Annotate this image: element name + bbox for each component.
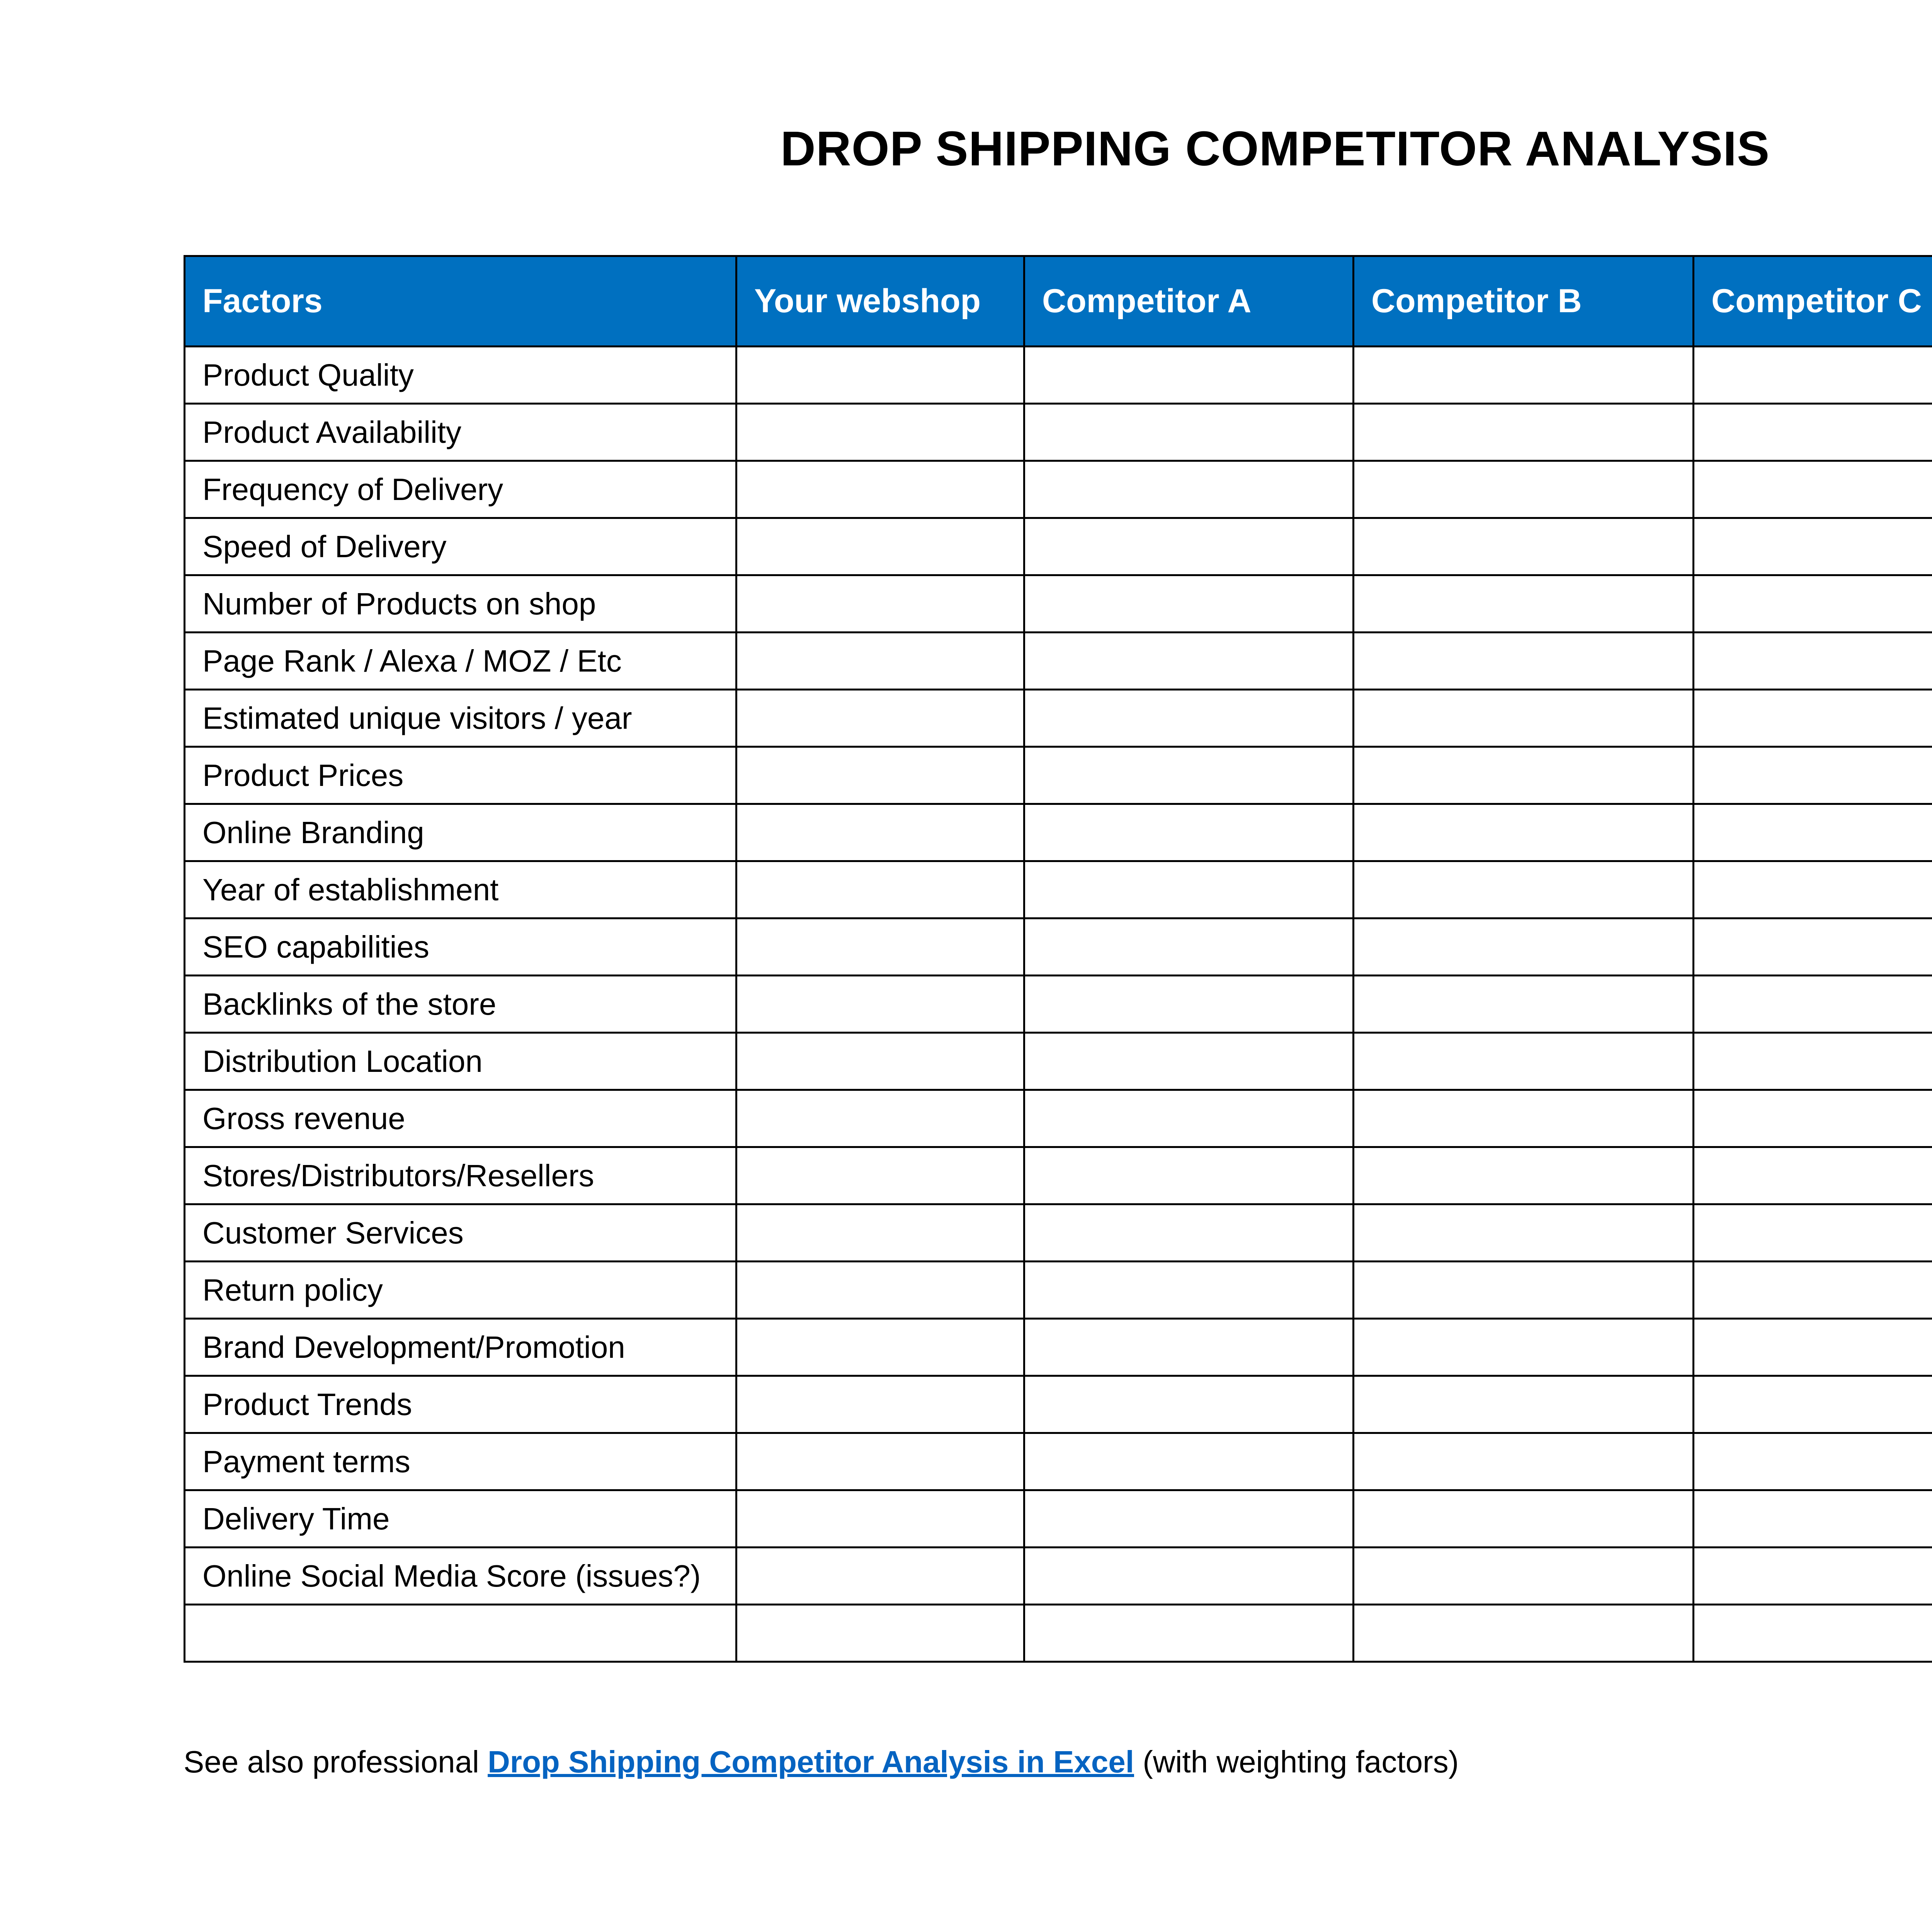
footer-prefix: See also professional	[184, 1745, 488, 1779]
table-row	[185, 1262, 1932, 1319]
factor-label: Gross revenue	[185, 1090, 736, 1147]
entry-cell[interactable]	[1694, 633, 1932, 690]
entry-cell[interactable]	[1694, 690, 1932, 747]
table-row	[185, 1319, 1932, 1376]
entry-cell[interactable]	[1694, 976, 1932, 1033]
factor-label: Payment terms	[185, 1433, 736, 1490]
table-row	[185, 976, 1932, 1033]
table-row	[185, 1490, 1932, 1548]
entry-cell[interactable]	[1024, 918, 1354, 976]
entry-cell[interactable]	[1694, 1376, 1932, 1433]
table-row	[185, 747, 1932, 804]
factor-label: Number of Products on shop	[185, 575, 736, 633]
entry-cell[interactable]	[1024, 1262, 1354, 1319]
factor-label: Delivery Time	[185, 1490, 736, 1548]
factor-label: Frequency of Delivery	[185, 461, 736, 518]
factor-label: Online Branding	[185, 804, 736, 861]
footer-suffix: (with weighting factors)	[1134, 1745, 1459, 1779]
entry-cell[interactable]	[1024, 747, 1354, 804]
factor-label: Page Rank / Alexa / MOZ / Etc	[185, 633, 736, 690]
entry-cell[interactable]	[736, 1376, 1024, 1433]
table-row	[185, 1090, 1932, 1147]
factor-label: Brand Development/Promotion	[185, 1319, 736, 1376]
entry-cell[interactable]	[736, 690, 1024, 747]
entry-cell[interactable]	[1694, 747, 1932, 804]
entry-cell[interactable]	[736, 633, 1024, 690]
entry-cell[interactable]	[736, 1262, 1024, 1319]
entry-cell[interactable]	[1354, 747, 1694, 804]
entry-cell[interactable]	[1354, 1147, 1694, 1204]
entry-cell[interactable]	[1024, 1490, 1354, 1548]
entry-cell[interactable]	[1694, 918, 1932, 976]
entry-cell[interactable]	[736, 1490, 1024, 1548]
table-row	[185, 861, 1932, 918]
table-row	[185, 1433, 1932, 1490]
entry-cell[interactable]	[1694, 575, 1932, 633]
table-row	[185, 1204, 1932, 1262]
table-row	[185, 518, 1932, 575]
entry-cell[interactable]	[1354, 518, 1694, 575]
entry-cell[interactable]	[736, 861, 1024, 918]
entry-cell[interactable]	[1354, 461, 1694, 518]
header-factors: Factors	[185, 256, 736, 347]
entry-cell[interactable]	[736, 1204, 1024, 1262]
entry-cell[interactable]	[1694, 1090, 1932, 1147]
entry-cell[interactable]	[736, 461, 1024, 518]
entry-cell[interactable]	[1354, 861, 1694, 918]
header-competitor-b: Competitor B	[1354, 256, 1694, 347]
entry-cell[interactable]	[1354, 1548, 1694, 1605]
entry-cell[interactable]	[1694, 1319, 1932, 1376]
table-row	[185, 690, 1932, 747]
entry-cell[interactable]	[1354, 1262, 1694, 1319]
factor-label: Stores/Distributors/Resellers	[185, 1147, 736, 1204]
entry-cell[interactable]	[1354, 633, 1694, 690]
table-row	[185, 404, 1932, 461]
entry-cell[interactable]	[1694, 1548, 1932, 1605]
factor-label: Product Quality	[185, 347, 736, 404]
entry-cell[interactable]	[1354, 976, 1694, 1033]
entry-cell[interactable]	[736, 747, 1024, 804]
entry-cell[interactable]	[736, 1090, 1024, 1147]
entry-cell[interactable]	[736, 1433, 1024, 1490]
entry-cell[interactable]	[1354, 575, 1694, 633]
footer-note	[184, 1741, 1459, 1783]
entry-cell[interactable]	[1024, 347, 1354, 404]
entry-cell[interactable]	[1354, 1605, 1694, 1662]
entry-cell[interactable]	[1354, 1033, 1694, 1090]
entry-cell[interactable]	[736, 347, 1024, 404]
excel-template-link[interactable]: Drop Shipping Competitor Analysis in Excel	[488, 1745, 1134, 1779]
entry-cell[interactable]	[1024, 804, 1354, 861]
table-row	[185, 1033, 1932, 1090]
table-row	[185, 1548, 1932, 1605]
entry-cell[interactable]	[1024, 633, 1354, 690]
factor-label: Online Social Media Score (issues?)	[185, 1548, 736, 1605]
factor-label	[185, 1605, 736, 1662]
entry-cell[interactable]	[1694, 804, 1932, 861]
entry-cell[interactable]	[1694, 1262, 1932, 1319]
entry-cell[interactable]	[736, 1319, 1024, 1376]
entry-cell[interactable]	[736, 976, 1024, 1033]
factor-label: Estimated unique visitors / year	[185, 690, 736, 747]
entry-cell[interactable]	[736, 518, 1024, 575]
entry-cell[interactable]	[1024, 1147, 1354, 1204]
table-row	[185, 1376, 1932, 1433]
entry-cell[interactable]	[1024, 518, 1354, 575]
entry-cell[interactable]	[1694, 1605, 1932, 1662]
entry-cell[interactable]	[1694, 1490, 1932, 1548]
entry-cell[interactable]	[736, 1147, 1024, 1204]
entry-cell[interactable]	[1694, 461, 1932, 518]
factor-label: Distribution Location	[185, 1033, 736, 1090]
entry-cell[interactable]	[736, 918, 1024, 976]
entry-cell[interactable]	[1024, 976, 1354, 1033]
entry-cell[interactable]	[1024, 461, 1354, 518]
entry-cell[interactable]	[1354, 690, 1694, 747]
table-row	[185, 1605, 1932, 1662]
entry-cell[interactable]	[1354, 1319, 1694, 1376]
entry-cell[interactable]	[1354, 347, 1694, 404]
entry-cell[interactable]	[1024, 575, 1354, 633]
table-row	[185, 918, 1932, 976]
factor-label: Customer Services	[185, 1204, 736, 1262]
entry-cell[interactable]	[1024, 861, 1354, 918]
table-row	[185, 804, 1932, 861]
entry-cell[interactable]	[736, 1548, 1024, 1605]
header-competitor-a: Competitor A	[1024, 256, 1354, 347]
entry-cell[interactable]	[736, 404, 1024, 461]
table-body	[185, 347, 1932, 1662]
entry-cell[interactable]	[1354, 1490, 1694, 1548]
entry-cell[interactable]	[1694, 1204, 1932, 1262]
factor-label: Year of establishment	[185, 861, 736, 918]
entry-cell[interactable]	[1694, 1147, 1932, 1204]
entry-cell[interactable]	[1694, 1033, 1932, 1090]
entry-cell[interactable]	[1024, 1605, 1354, 1662]
header-your-webshop: Your webshop	[736, 256, 1024, 347]
factor-label: Product Trends	[185, 1376, 736, 1433]
entry-cell[interactable]	[1024, 1376, 1354, 1433]
entry-cell[interactable]	[736, 804, 1024, 861]
entry-cell[interactable]	[1024, 1319, 1354, 1376]
header-competitor-c: Competitor C	[1694, 256, 1932, 347]
entry-cell[interactable]	[1354, 918, 1694, 976]
table-row	[185, 633, 1932, 690]
factor-label: Product Prices	[185, 747, 736, 804]
entry-cell[interactable]	[1354, 804, 1694, 861]
entry-cell[interactable]	[1694, 347, 1932, 404]
entry-cell[interactable]	[1694, 861, 1932, 918]
factor-label: Return policy	[185, 1262, 736, 1319]
competitor-analysis-table	[184, 255, 1932, 1663]
entry-cell[interactable]	[1354, 1376, 1694, 1433]
table-row	[185, 1147, 1932, 1204]
entry-cell[interactable]	[1024, 1433, 1354, 1490]
entry-cell[interactable]	[1694, 404, 1932, 461]
factor-label: Speed of Delivery	[185, 518, 736, 575]
entry-cell[interactable]	[1024, 1090, 1354, 1147]
entry-cell[interactable]	[1024, 690, 1354, 747]
entry-cell[interactable]	[1354, 1090, 1694, 1147]
table-header-row	[185, 256, 1932, 347]
entry-cell[interactable]	[1024, 1548, 1354, 1605]
table-row	[185, 347, 1932, 404]
entry-cell[interactable]	[736, 575, 1024, 633]
table-row	[185, 575, 1932, 633]
entry-cell[interactable]	[1354, 404, 1694, 461]
entry-cell[interactable]	[1024, 1204, 1354, 1262]
factor-label: Product Availability	[185, 404, 736, 461]
table-row	[185, 461, 1932, 518]
entry-cell[interactable]	[1354, 1204, 1694, 1262]
entry-cell[interactable]	[1694, 1433, 1932, 1490]
factor-label: SEO capabilities	[185, 918, 736, 976]
entry-cell[interactable]	[1354, 1433, 1694, 1490]
factor-label: Backlinks of the store	[185, 976, 736, 1033]
entry-cell[interactable]	[1024, 404, 1354, 461]
entry-cell[interactable]	[736, 1605, 1024, 1662]
entry-cell[interactable]	[1694, 518, 1932, 575]
document-title: DROP SHIPPING COMPETITOR ANALYSIS	[780, 121, 1770, 176]
entry-cell[interactable]	[1024, 1033, 1354, 1090]
entry-cell[interactable]	[736, 1033, 1024, 1090]
